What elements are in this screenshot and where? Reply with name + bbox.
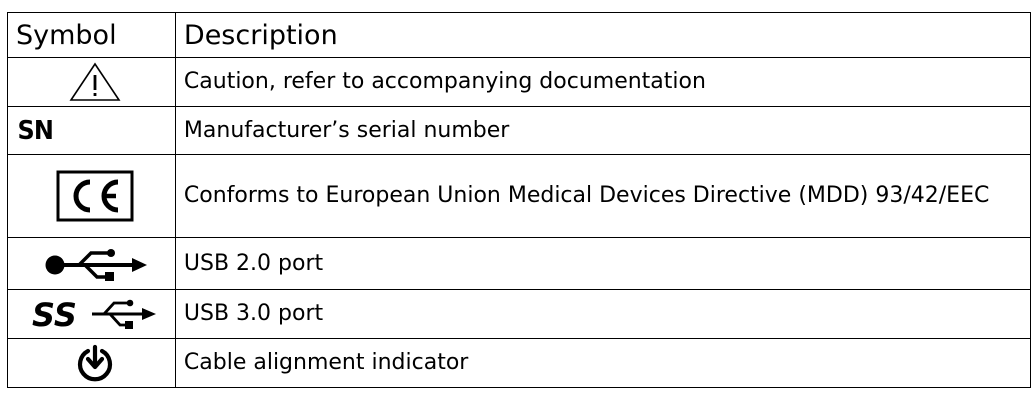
usb-3-superspeed-icon — [30, 294, 160, 334]
symbol-cell — [8, 339, 176, 388]
serial-number-icon: SN — [17, 115, 53, 146]
svg-text:SS: SS — [32, 296, 78, 334]
ce-mark-icon — [56, 170, 134, 222]
description-cell: Manufacturer’s serial number — [175, 107, 1030, 155]
header-symbol: Symbol — [8, 13, 176, 58]
symbol-cell — [8, 238, 176, 290]
table-row — [8, 339, 1031, 388]
header-row — [8, 13, 1031, 58]
table-row — [8, 58, 1031, 107]
table-row — [8, 155, 1031, 238]
table-row — [8, 290, 1031, 339]
usb-2-icon — [41, 244, 149, 284]
description-cell: USB 2.0 port — [175, 238, 1030, 290]
description-cell: USB 3.0 port — [175, 290, 1030, 339]
cable-alignment-icon — [75, 343, 115, 383]
caution-triangle-icon — [69, 62, 121, 102]
symbol-cell — [8, 155, 176, 238]
symbol-cell — [8, 290, 176, 339]
symbol-cell — [8, 107, 176, 155]
table-row — [8, 107, 1031, 155]
description-cell: Cable alignment indicator — [175, 339, 1030, 388]
description-cell: Conforms to European Union Medical Devices Directive (MDD) 93/42/EEC — [175, 155, 1030, 238]
description-cell: Caution, refer to accompanying documentation — [175, 58, 1030, 107]
symbol-cell — [8, 58, 176, 107]
header-description: Description — [175, 13, 1030, 58]
symbol-table — [7, 12, 1031, 388]
table-row — [8, 238, 1031, 290]
